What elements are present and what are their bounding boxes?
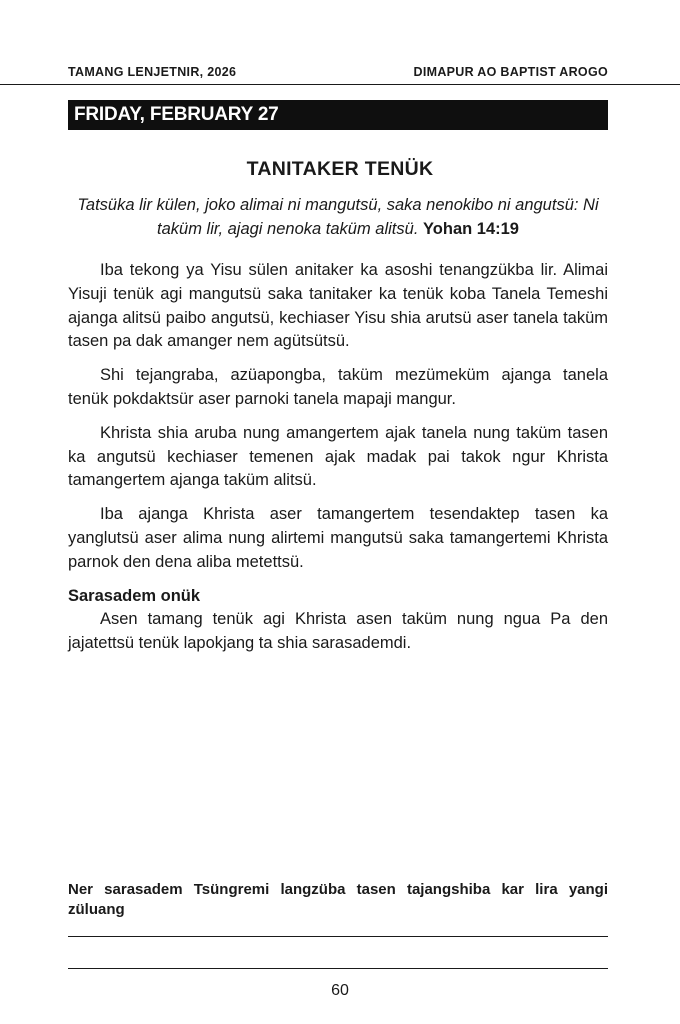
paragraph: Shi tejangraba, azüapongba, taküm mezümeküm ajanga tanela tenük pokdaktsür aser parnoki tanela mapaji mangur.	[68, 366, 608, 408]
running-header-right: DIMAPUR AO BAPTIST AROGO	[413, 65, 608, 79]
key-verse	[68, 193, 608, 241]
date-banner: FRIDAY, FEBRUARY 27	[68, 100, 608, 130]
running-header-left: TAMANG LENJETNIR, 2026	[68, 65, 237, 79]
writing-line	[68, 968, 608, 969]
verse-text: Tatsüka lir külen, joko alimai ni mangutsü, saka nenokibo ni angutsü: Ni taküm lir, ajagi nenoka taküm alitsü.	[77, 196, 599, 238]
paragraph: Iba ajanga Khrista aser tamangertem tesendaktep tasen ka yanglutsü aser alima nung alirtemi mangutsü saka tamangertemi Khrista parnok den dena aliba metettsü.	[68, 505, 608, 571]
verse-reference: Yohan 14:19	[423, 220, 519, 238]
prayer-text: Asen tamang tenük agi Khrista asen taküm nung ngua Pa den jajatettsü tenük lapokjang ta shia sarasademdi.	[68, 610, 608, 653]
paragraph: Khrista shia aruba nung amangertem ajak tanela nung taküm tasen ka angutsü kechiaser temenen ajak madak pai takok ngur Khrista tamangertem ajanga taküm alitsü.	[68, 423, 608, 490]
header-rule	[0, 84, 680, 85]
prayer-heading: Sarasadem onük	[68, 586, 201, 605]
page-number: 60	[331, 982, 349, 999]
writing-line	[68, 936, 608, 937]
devotion-title: TANITAKER TENÜK	[246, 158, 434, 180]
paragraph: Iba tekong ya Yisu sülen anitaker ka asoshi tenangzükba lir. Alimai Yisuji tenük agi mangutsü saka tanitaker ka tenük koba Tanela Temeshi ajanga alitsü paibo angutsü, kechiaser Yisu shia arutsü aser tanela taküm tasen pa dak amanger nem agütsütsü.	[68, 261, 608, 351]
reflection-prompt: Ner sarasadem Tsüngremi langzüba tasen tajangshiba kar lira yangi züluang	[68, 881, 608, 918]
devotion-body	[68, 259, 608, 666]
